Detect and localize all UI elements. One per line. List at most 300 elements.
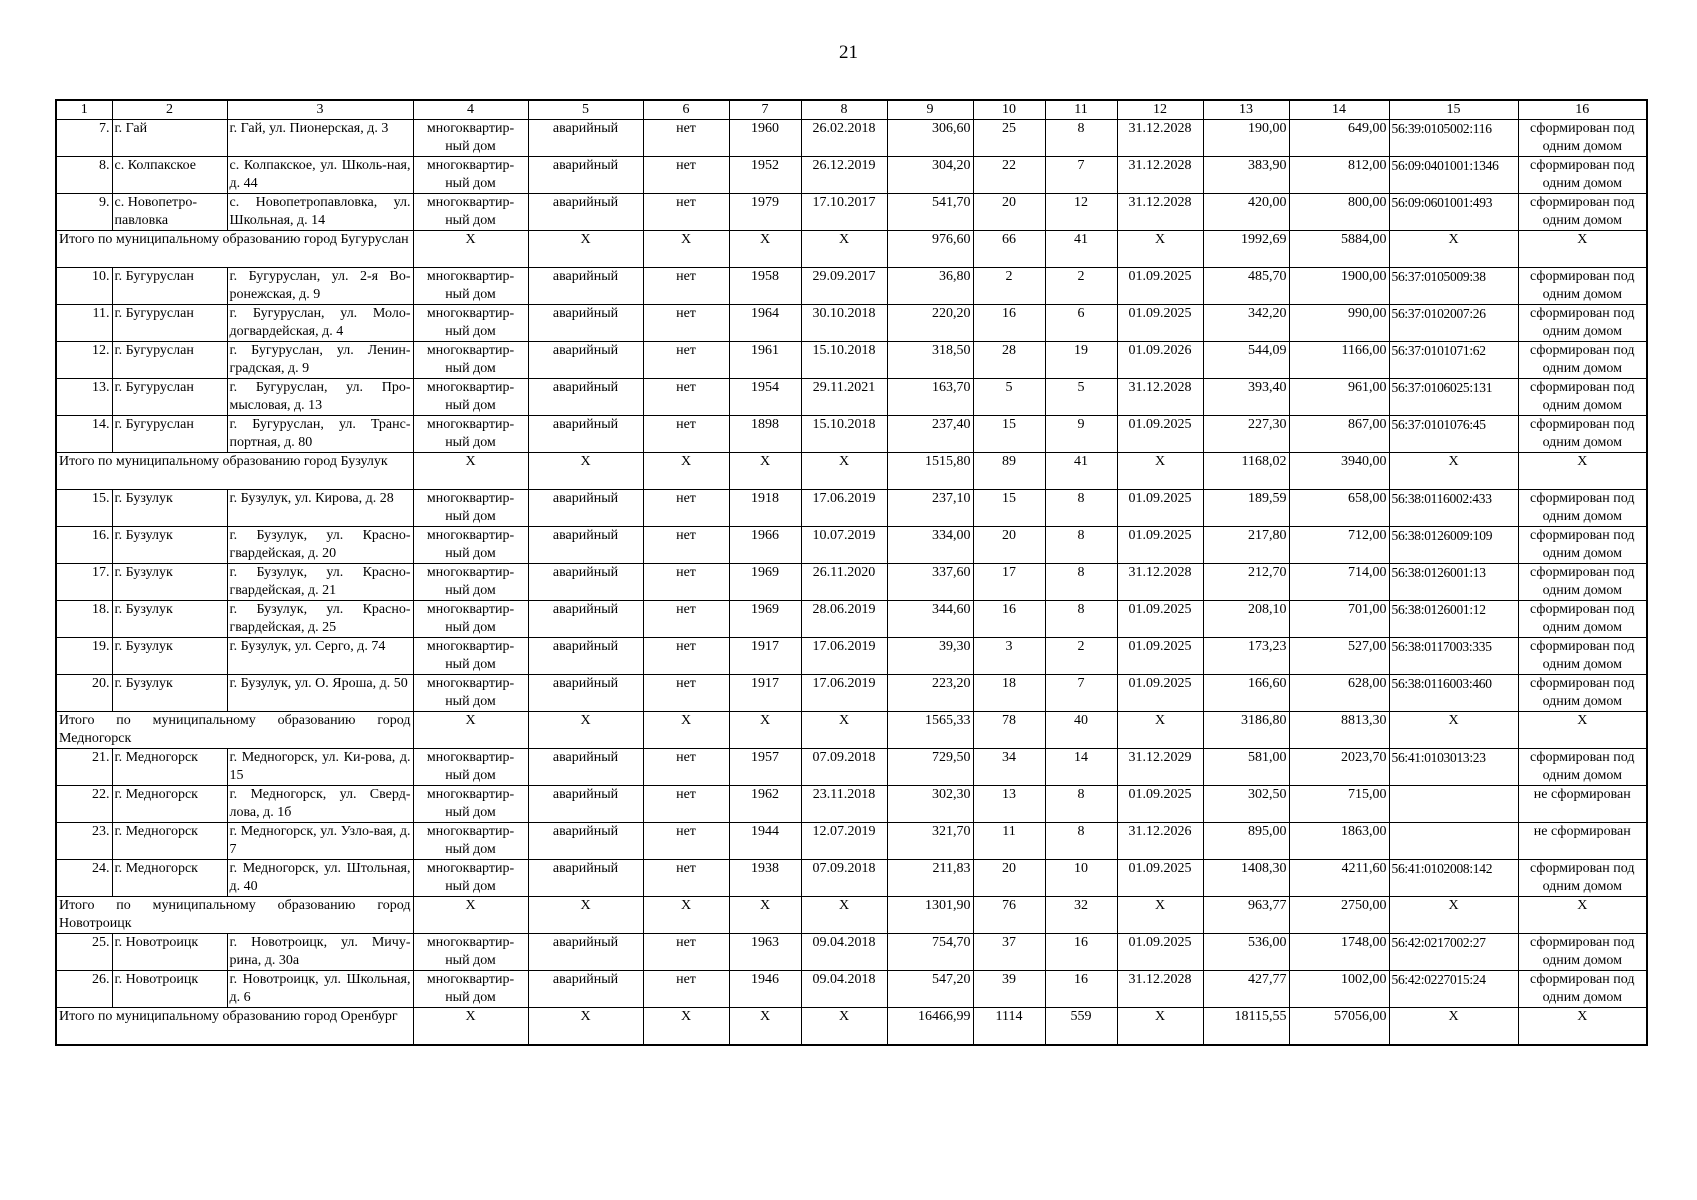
subtotal-row [56, 712, 1647, 749]
cell-address: г. Медногорск, ул. Штольная, д. 40 [227, 860, 413, 897]
column-header-9: 9 [887, 100, 973, 120]
cell-status-flag: нет [643, 120, 729, 157]
cell-cadastral-number: 56:41:0102008:142 [1389, 860, 1518, 897]
cell-land-status: сформирован под одним домом [1518, 194, 1647, 231]
cell-cost-a: 485,70 [1203, 268, 1289, 305]
cell-year-built: 1958 [729, 268, 801, 305]
cell-house-type: многоквартир-ный дом [413, 749, 528, 786]
cell-cadastral-number: 56:41:0103013:23 [1389, 749, 1518, 786]
cell-status-flag: нет [643, 379, 729, 416]
cell-apartments: 14 [1045, 749, 1117, 786]
cell-address: г. Бугуруслан, ул. Моло-догвардейская, д. 4 [227, 305, 413, 342]
cell-row-number: 9. [56, 194, 112, 231]
subtotal-label: Итого по муниципальному образованию город Бугуруслан [56, 231, 413, 268]
cell-address: г. Новотроицк, ул. Школьная, д. 6 [227, 971, 413, 1008]
subtotal-label: Итого по муниципальному образованию город Бузулук [56, 453, 413, 490]
cell-residents: 20 [973, 860, 1045, 897]
cell-year-built: 1961 [729, 342, 801, 379]
subtotal-cost-b: 2750,00 [1289, 897, 1389, 934]
cell-year-built: 1917 [729, 638, 801, 675]
cell-condition: аварийный [528, 675, 643, 712]
cell-cost-a: 427,77 [1203, 971, 1289, 1008]
cell-address: г. Бузулук, ул. Красно-гвардейская, д. 21 [227, 564, 413, 601]
column-header-14: 14 [1289, 100, 1389, 120]
subtotal-relocation-date: X [1117, 712, 1203, 749]
cell-relocation-date: 31.12.2028 [1117, 564, 1203, 601]
cell-cadastral-number: 56:42:0217002:27 [1389, 934, 1518, 971]
cell-status-flag: нет [643, 675, 729, 712]
subtotal-label: Итого по муниципальному образованию город Оренбург [56, 1008, 413, 1046]
cell-status-flag: нет [643, 490, 729, 527]
cell-cost-a: 536,00 [1203, 934, 1289, 971]
cell-cost-a: 581,00 [1203, 749, 1289, 786]
cell-area: 334,00 [887, 527, 973, 564]
cell-cadastral-number: 56:37:0101071:62 [1389, 342, 1518, 379]
cell-address: г. Новотроицк, ул. Мичу-рина, д. 30а [227, 934, 413, 971]
subtotal-relocation-date: X [1117, 1008, 1203, 1046]
cell-residents: 20 [973, 527, 1045, 564]
subtotal-label: Итого по муниципальному образованию город Новотроицк [56, 897, 413, 934]
subtotal-land-status: X [1518, 712, 1647, 749]
cell-cost-a: 173,23 [1203, 638, 1289, 675]
cell-relocation-date: 01.09.2025 [1117, 934, 1203, 971]
cell-cadastral-number: 56:42:0227015:24 [1389, 971, 1518, 1008]
cell-address: г. Медногорск, ул. Сверд-лова, д. 1б [227, 786, 413, 823]
cell-residents: 11 [973, 823, 1045, 860]
cell-cost-b: 714,00 [1289, 564, 1389, 601]
cell-relocation-date: 01.09.2025 [1117, 416, 1203, 453]
cell-recognition-date: 28.06.2019 [801, 601, 887, 638]
cell-condition: аварийный [528, 120, 643, 157]
column-header-4: 4 [413, 100, 528, 120]
cell-house-type: многоквартир-ный дом [413, 194, 528, 231]
cell-recognition-date: 15.10.2018 [801, 416, 887, 453]
cell-land-status: сформирован под одним домом [1518, 416, 1647, 453]
cell-area: 541,70 [887, 194, 973, 231]
cell-apartments: 16 [1045, 934, 1117, 971]
cell-settlement: г. Бугуруслан [112, 305, 227, 342]
cell-address: г. Бузулук, ул. Красно-гвардейская, д. 25 [227, 601, 413, 638]
cell-address: г. Бугуруслан, ул. Транс-портная, д. 80 [227, 416, 413, 453]
subtotal-cost-a: 1992,69 [1203, 231, 1289, 268]
cell-cost-b: 1166,00 [1289, 342, 1389, 379]
subtotal-condition: X [528, 453, 643, 490]
cell-condition: аварийный [528, 934, 643, 971]
cell-relocation-date: 01.09.2025 [1117, 675, 1203, 712]
subtotal-cost-a: 1168,02 [1203, 453, 1289, 490]
column-header-5: 5 [528, 100, 643, 120]
subtotal-cost-a: 3186,80 [1203, 712, 1289, 749]
cell-residents: 18 [973, 675, 1045, 712]
cell-year-built: 1969 [729, 601, 801, 638]
cell-row-number: 26. [56, 971, 112, 1008]
cell-apartments: 8 [1045, 786, 1117, 823]
cell-year-built: 1960 [729, 120, 801, 157]
cell-area: 337,60 [887, 564, 973, 601]
subtotal-house-type: X [413, 231, 528, 268]
cell-apartments: 2 [1045, 268, 1117, 305]
cell-area: 237,10 [887, 490, 973, 527]
cell-settlement: с. Новопетро-павловка [112, 194, 227, 231]
cell-cost-b: 628,00 [1289, 675, 1389, 712]
cell-settlement: г. Медногорск [112, 823, 227, 860]
cell-apartments: 8 [1045, 823, 1117, 860]
cell-land-status: сформирован под одним домом [1518, 601, 1647, 638]
cell-condition: аварийный [528, 194, 643, 231]
page-number: 21 [839, 42, 858, 63]
cell-cost-b: 658,00 [1289, 490, 1389, 527]
cell-land-status: сформирован под одним домом [1518, 490, 1647, 527]
cell-cost-b: 812,00 [1289, 157, 1389, 194]
cell-recognition-date: 17.06.2019 [801, 675, 887, 712]
cell-condition: аварийный [528, 490, 643, 527]
cell-settlement: г. Бузулук [112, 490, 227, 527]
column-header-8: 8 [801, 100, 887, 120]
cell-area: 318,50 [887, 342, 973, 379]
cell-apartments: 19 [1045, 342, 1117, 379]
cell-address: г. Медногорск, ул. Ки-рова, д. 15 [227, 749, 413, 786]
cell-area: 547,20 [887, 971, 973, 1008]
cell-row-number: 24. [56, 860, 112, 897]
subtotal-status-flag: X [643, 1008, 729, 1046]
cell-relocation-date: 31.12.2026 [1117, 823, 1203, 860]
cell-settlement: г. Медногорск [112, 786, 227, 823]
table-header-row [56, 100, 1647, 120]
cell-condition: аварийный [528, 860, 643, 897]
cell-apartments: 8 [1045, 490, 1117, 527]
cell-relocation-date: 01.09.2025 [1117, 638, 1203, 675]
subtotal-land-status: X [1518, 231, 1647, 268]
cell-cadastral-number: 56:38:0126001:12 [1389, 601, 1518, 638]
subtotal-house-type: X [413, 1008, 528, 1046]
cell-apartments: 2 [1045, 638, 1117, 675]
table-row [56, 379, 1647, 416]
cell-year-built: 1979 [729, 194, 801, 231]
subtotal-land-status: X [1518, 453, 1647, 490]
cell-apartments: 10 [1045, 860, 1117, 897]
cell-settlement: с. Колпакское [112, 157, 227, 194]
subtotal-area: 1301,90 [887, 897, 973, 934]
cell-settlement: г. Новотроицк [112, 934, 227, 971]
subtotal-land-status: X [1518, 897, 1647, 934]
column-header-7: 7 [729, 100, 801, 120]
housing-register-table [55, 99, 1648, 1046]
cell-status-flag: нет [643, 305, 729, 342]
cell-row-number: 12. [56, 342, 112, 379]
cell-cost-a: 217,80 [1203, 527, 1289, 564]
column-header-16: 16 [1518, 100, 1647, 120]
cell-land-status: не сформирован [1518, 823, 1647, 860]
cell-settlement: г. Новотроицк [112, 971, 227, 1008]
cell-recognition-date: 07.09.2018 [801, 860, 887, 897]
subtotal-house-type: X [413, 897, 528, 934]
cell-area: 220,20 [887, 305, 973, 342]
cell-residents: 2 [973, 268, 1045, 305]
cell-relocation-date: 01.09.2025 [1117, 305, 1203, 342]
subtotal-year-built: X [729, 712, 801, 749]
cell-cost-b: 1002,00 [1289, 971, 1389, 1008]
subtotal-year-built: X [729, 1008, 801, 1046]
cell-cost-a: 166,60 [1203, 675, 1289, 712]
table-row [56, 971, 1647, 1008]
cell-land-status: сформирован под одним домом [1518, 675, 1647, 712]
cell-residents: 20 [973, 194, 1045, 231]
subtotal-row [56, 231, 1647, 268]
subtotal-apartments: 32 [1045, 897, 1117, 934]
subtotal-area: 16466,99 [887, 1008, 973, 1046]
cell-house-type: многоквартир-ный дом [413, 305, 528, 342]
cell-status-flag: нет [643, 860, 729, 897]
cell-status-flag: нет [643, 268, 729, 305]
cell-apartments: 12 [1045, 194, 1117, 231]
cell-apartments: 5 [1045, 379, 1117, 416]
subtotal-apartments: 41 [1045, 453, 1117, 490]
cell-cost-b: 1748,00 [1289, 934, 1389, 971]
subtotal-recognition-date: X [801, 1008, 887, 1046]
cell-condition: аварийный [528, 971, 643, 1008]
cell-cadastral-number: 56:37:0106025:131 [1389, 379, 1518, 416]
cell-year-built: 1969 [729, 564, 801, 601]
cell-house-type: многоквартир-ный дом [413, 120, 528, 157]
cell-area: 754,70 [887, 934, 973, 971]
cell-relocation-date: 31.12.2028 [1117, 157, 1203, 194]
cell-house-type: многоквартир-ный дом [413, 971, 528, 1008]
cell-apartments: 6 [1045, 305, 1117, 342]
cell-residents: 37 [973, 934, 1045, 971]
table-row [56, 527, 1647, 564]
cell-year-built: 1962 [729, 786, 801, 823]
cell-cost-a: 302,50 [1203, 786, 1289, 823]
cell-recognition-date: 26.12.2019 [801, 157, 887, 194]
column-header-10: 10 [973, 100, 1045, 120]
cell-cadastral-number: 56:38:0116003:460 [1389, 675, 1518, 712]
cell-status-flag: нет [643, 527, 729, 564]
cell-cadastral-number: 56:09:0401001:1346 [1389, 157, 1518, 194]
cell-land-status: сформирован под одним домом [1518, 860, 1647, 897]
cell-condition: аварийный [528, 749, 643, 786]
subtotal-cadastral-number: X [1389, 897, 1518, 934]
subtotal-cost-b: 57056,00 [1289, 1008, 1389, 1046]
subtotal-year-built: X [729, 453, 801, 490]
cell-cost-b: 4211,60 [1289, 860, 1389, 897]
cell-address: г. Гай, ул. Пионерская, д. 3 [227, 120, 413, 157]
subtotal-cost-b: 8813,30 [1289, 712, 1389, 749]
cell-area: 211,83 [887, 860, 973, 897]
cell-area: 36,80 [887, 268, 973, 305]
subtotal-condition: X [528, 1008, 643, 1046]
cell-land-status: сформирован под одним домом [1518, 564, 1647, 601]
cell-cost-b: 715,00 [1289, 786, 1389, 823]
cell-recognition-date: 09.04.2018 [801, 934, 887, 971]
cell-condition: аварийный [528, 416, 643, 453]
cell-relocation-date: 31.12.2028 [1117, 379, 1203, 416]
cell-row-number: 14. [56, 416, 112, 453]
cell-apartments: 9 [1045, 416, 1117, 453]
cell-relocation-date: 01.09.2025 [1117, 786, 1203, 823]
cell-relocation-date: 01.09.2025 [1117, 268, 1203, 305]
cell-area: 39,30 [887, 638, 973, 675]
subtotal-cost-b: 5884,00 [1289, 231, 1389, 268]
subtotal-cost-a: 18115,55 [1203, 1008, 1289, 1046]
cell-condition: аварийный [528, 305, 643, 342]
cell-area: 237,40 [887, 416, 973, 453]
cell-year-built: 1964 [729, 305, 801, 342]
cell-recognition-date: 12.07.2019 [801, 823, 887, 860]
cell-cost-b: 1900,00 [1289, 268, 1389, 305]
cell-apartments: 16 [1045, 971, 1117, 1008]
cell-row-number: 8. [56, 157, 112, 194]
cell-address: г. Бузулук, ул. О. Ярошa, д. 50 [227, 675, 413, 712]
table-row [56, 786, 1647, 823]
cell-cost-b: 701,00 [1289, 601, 1389, 638]
cell-year-built: 1898 [729, 416, 801, 453]
column-header-6: 6 [643, 100, 729, 120]
cell-condition: аварийный [528, 601, 643, 638]
table-row [56, 120, 1647, 157]
table-row [56, 416, 1647, 453]
subtotal-cadastral-number: X [1389, 712, 1518, 749]
cell-cost-b: 867,00 [1289, 416, 1389, 453]
column-header-1: 1 [56, 100, 112, 120]
subtotal-label: Итого по муниципальному образованию город Медногорск [56, 712, 413, 749]
cell-address: г. Бузулук, ул. Серго, д. 74 [227, 638, 413, 675]
cell-land-status: сформирован под одним домом [1518, 527, 1647, 564]
cell-recognition-date: 07.09.2018 [801, 749, 887, 786]
cell-land-status: сформирован под одним домом [1518, 749, 1647, 786]
cell-address: г. Бугуруслан, ул. Ленин-градская, д. 9 [227, 342, 413, 379]
cell-relocation-date: 31.12.2028 [1117, 971, 1203, 1008]
cell-year-built: 1954 [729, 379, 801, 416]
cell-status-flag: нет [643, 342, 729, 379]
cell-apartments: 7 [1045, 675, 1117, 712]
cell-row-number: 7. [56, 120, 112, 157]
cell-condition: аварийный [528, 342, 643, 379]
column-header-3: 3 [227, 100, 413, 120]
cell-status-flag: нет [643, 638, 729, 675]
subtotal-status-flag: X [643, 897, 729, 934]
subtotal-area: 1565,33 [887, 712, 973, 749]
cell-cost-b: 800,00 [1289, 194, 1389, 231]
subtotal-status-flag: X [643, 453, 729, 490]
cell-residents: 39 [973, 971, 1045, 1008]
cell-cadastral-number [1389, 786, 1518, 823]
table-row [56, 860, 1647, 897]
cell-cost-a: 420,00 [1203, 194, 1289, 231]
subtotal-recognition-date: X [801, 231, 887, 268]
cell-settlement: г. Бузулук [112, 638, 227, 675]
subtotal-cadastral-number: X [1389, 453, 1518, 490]
cell-recognition-date: 17.10.2017 [801, 194, 887, 231]
cell-row-number: 16. [56, 527, 112, 564]
cell-year-built: 1963 [729, 934, 801, 971]
cell-residents: 15 [973, 416, 1045, 453]
cell-house-type: многоквартир-ный дом [413, 268, 528, 305]
cell-cost-a: 189,59 [1203, 490, 1289, 527]
cell-cadastral-number [1389, 823, 1518, 860]
subtotal-relocation-date: X [1117, 453, 1203, 490]
cell-recognition-date: 23.11.2018 [801, 786, 887, 823]
cell-house-type: многоквартир-ный дом [413, 786, 528, 823]
subtotal-area: 1515,80 [887, 453, 973, 490]
cell-relocation-date: 31.12.2028 [1117, 120, 1203, 157]
cell-address: г. Бузулук, ул. Красно-гвардейская, д. 20 [227, 527, 413, 564]
cell-land-status: сформирован под одним домом [1518, 934, 1647, 971]
cell-recognition-date: 10.07.2019 [801, 527, 887, 564]
column-header-13: 13 [1203, 100, 1289, 120]
cell-land-status: сформирован под одним домом [1518, 157, 1647, 194]
cell-row-number: 15. [56, 490, 112, 527]
cell-year-built: 1917 [729, 675, 801, 712]
cell-settlement: г. Бугуруслан [112, 379, 227, 416]
cell-status-flag: нет [643, 416, 729, 453]
cell-cadastral-number: 56:09:0601001:493 [1389, 194, 1518, 231]
column-header-15: 15 [1389, 100, 1518, 120]
subtotal-relocation-date: X [1117, 897, 1203, 934]
cell-cost-a: 544,09 [1203, 342, 1289, 379]
cell-house-type: многоквартир-ный дом [413, 601, 528, 638]
cell-year-built: 1957 [729, 749, 801, 786]
cell-house-type: многоквартир-ный дом [413, 860, 528, 897]
cell-land-status: сформирован под одним домом [1518, 971, 1647, 1008]
cell-row-number: 20. [56, 675, 112, 712]
table-row [56, 675, 1647, 712]
cell-residents: 17 [973, 564, 1045, 601]
table-row [56, 823, 1647, 860]
cell-status-flag: нет [643, 823, 729, 860]
subtotal-apartments: 40 [1045, 712, 1117, 749]
cell-settlement: г. Бузулук [112, 527, 227, 564]
subtotal-cost-a: 963,77 [1203, 897, 1289, 934]
cell-land-status: сформирован под одним домом [1518, 305, 1647, 342]
cell-year-built: 1946 [729, 971, 801, 1008]
table-row [56, 934, 1647, 971]
cell-condition: аварийный [528, 786, 643, 823]
cell-settlement: г. Медногорск [112, 749, 227, 786]
cell-cost-a: 895,00 [1203, 823, 1289, 860]
cell-cadastral-number: 56:38:0126001:13 [1389, 564, 1518, 601]
subtotal-recognition-date: X [801, 453, 887, 490]
subtotal-house-type: X [413, 712, 528, 749]
subtotal-relocation-date: X [1117, 231, 1203, 268]
cell-year-built: 1944 [729, 823, 801, 860]
cell-area: 223,20 [887, 675, 973, 712]
cell-cost-b: 1863,00 [1289, 823, 1389, 860]
subtotal-cadastral-number: X [1389, 231, 1518, 268]
cell-settlement: г. Бугуруслан [112, 268, 227, 305]
cell-residents: 25 [973, 120, 1045, 157]
cell-settlement: г. Бузулук [112, 564, 227, 601]
cell-house-type: многоквартир-ный дом [413, 934, 528, 971]
cell-cadastral-number: 56:37:0101076:45 [1389, 416, 1518, 453]
subtotal-house-type: X [413, 453, 528, 490]
cell-status-flag: нет [643, 786, 729, 823]
cell-recognition-date: 29.09.2017 [801, 268, 887, 305]
subtotal-year-built: X [729, 231, 801, 268]
cell-residents: 3 [973, 638, 1045, 675]
table-row [56, 305, 1647, 342]
cell-cost-a: 212,70 [1203, 564, 1289, 601]
subtotal-recognition-date: X [801, 712, 887, 749]
subtotal-row [56, 453, 1647, 490]
cell-recognition-date: 26.11.2020 [801, 564, 887, 601]
cell-apartments: 8 [1045, 601, 1117, 638]
table-row [56, 749, 1647, 786]
cell-cost-b: 2023,70 [1289, 749, 1389, 786]
cell-land-status: сформирован под одним домом [1518, 268, 1647, 305]
cell-address: г. Бугуруслан, ул. 2-я Во-ронежская, д. 9 [227, 268, 413, 305]
cell-condition: аварийный [528, 564, 643, 601]
cell-cadastral-number: 56:39:0105002:116 [1389, 120, 1518, 157]
